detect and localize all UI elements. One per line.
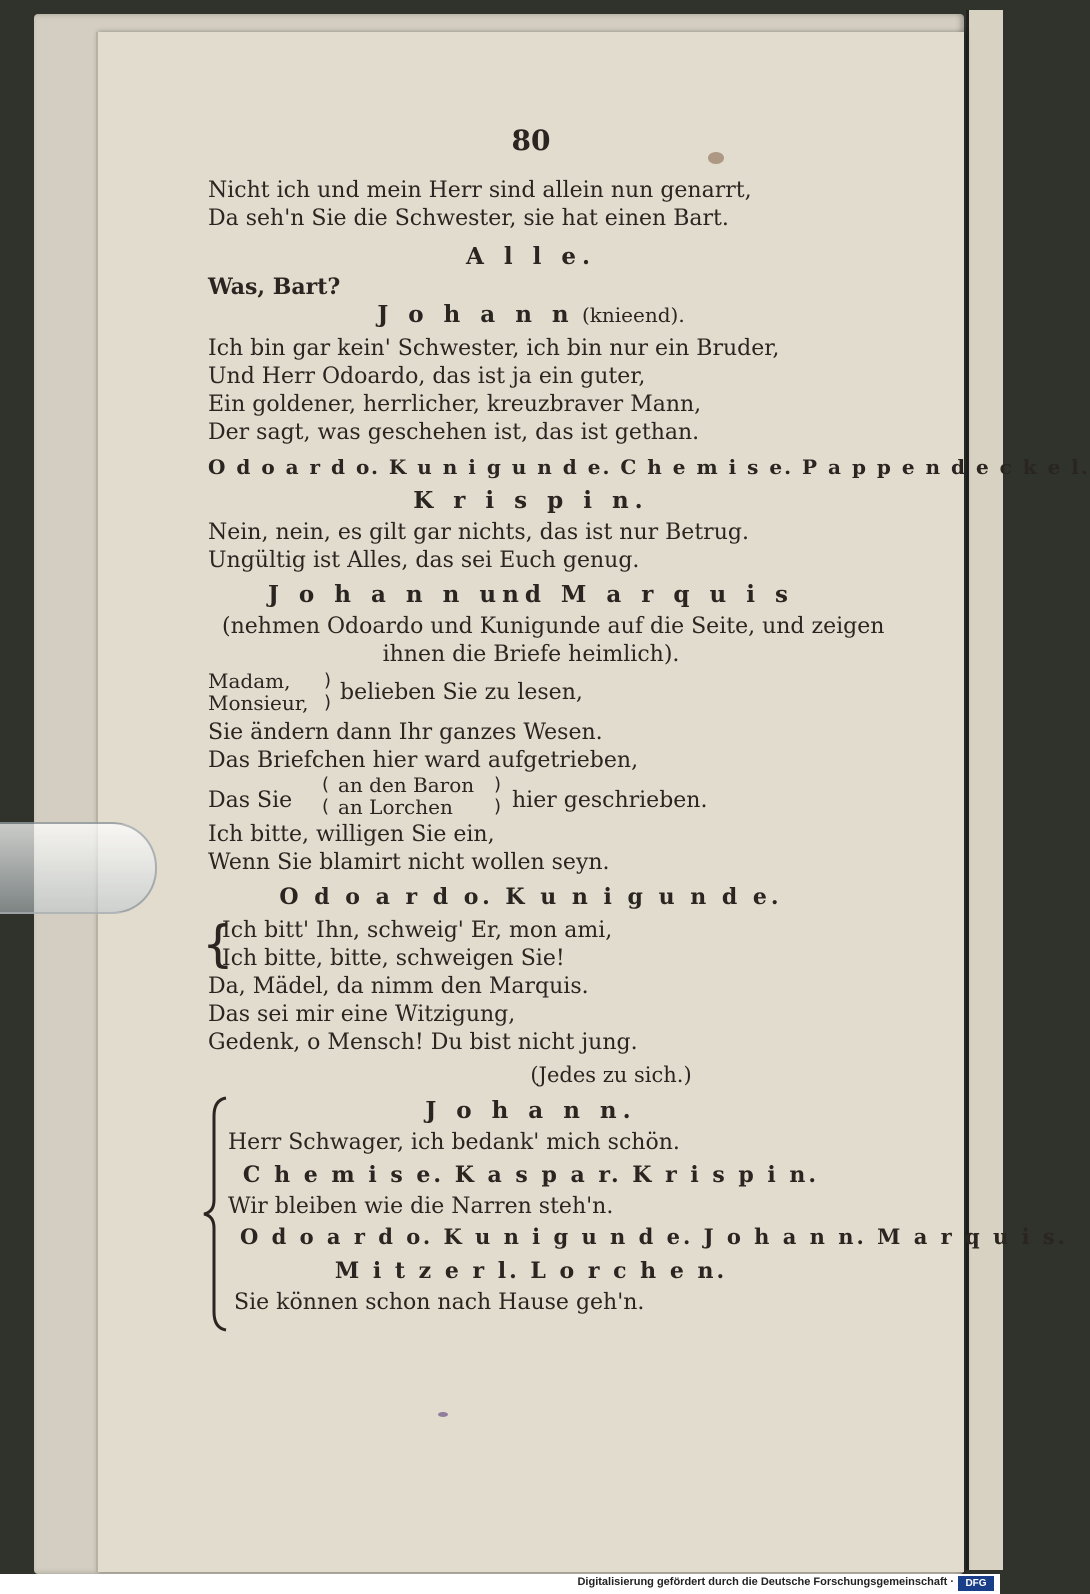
bracket: ( ( xyxy=(322,774,330,817)
dfg-logo: DFG xyxy=(958,1576,994,1591)
speaker-heading: O d o a r d o. K u n i g u n d e. xyxy=(279,884,783,910)
speaker-name: J o h a n n xyxy=(377,301,575,328)
verse-line: Ungültig ist Alles, das sei Euch genug. xyxy=(208,548,640,573)
verse-line: Wenn Sie blamirt nicht wollen seyn. xyxy=(208,850,610,875)
verse-line: Der sagt, was geschehen ist, das ist gethan. xyxy=(208,420,700,445)
verse-line: Nein, nein, es gilt gar nichts, das ist nur Betrug. xyxy=(208,520,749,545)
verse-line: Ich bitte, willigen Sie ein, xyxy=(208,822,495,847)
bracket: ) ) xyxy=(324,670,332,713)
verse-line: Herr Schwager, ich bedank' mich schön. xyxy=(228,1130,680,1155)
stage-direction: (nehmen Odoardo und Kunigunde auf die Seite, und zeigen xyxy=(222,614,885,639)
facing-page-edge xyxy=(966,10,1003,1570)
verse-line: Gedenk, o Mensch! Du bist nicht jung. xyxy=(208,1030,638,1055)
verse-line: Und Herr Odoardo, das ist ja ein guter, xyxy=(208,364,646,389)
bracket: ) ) xyxy=(494,774,502,817)
speaker-heading: M i t z e r l. L o r c h e n. xyxy=(334,1258,728,1284)
verse-line: Monsieur, xyxy=(208,691,309,715)
brace: { xyxy=(202,915,234,973)
verse-line: an den Baron xyxy=(338,773,475,797)
verse-line: Da seh'n Sie die Schwester, sie hat einen Bart. xyxy=(208,206,729,231)
speaker-heading: A l l e. xyxy=(466,243,596,270)
verse-line: Wir bleiben wie die Narren steh'n. xyxy=(228,1194,614,1219)
verse-line: Ein goldener, herrlicher, kreuzbraver Mann, xyxy=(208,392,702,417)
verse-line: Ich bitte, bitte, schweigen Sie! xyxy=(222,946,565,971)
verse-line: Was, Bart? xyxy=(208,274,341,300)
verse-line: Das Briefchen hier ward aufgetrieben, xyxy=(208,748,639,773)
page-number: 80 xyxy=(511,124,551,157)
verse-line: Das sei mir eine Witzigung, xyxy=(208,1002,516,1027)
speaker-heading: O d o a r d o. K u n i g u n d e. J o h a n n. M a r q u i s. xyxy=(240,1224,1068,1249)
verse-line: Sie können schon nach Hause geh'n. xyxy=(234,1290,645,1315)
credit-bar xyxy=(0,1574,1000,1594)
plastic-page-clip xyxy=(0,822,157,914)
verse-line: Da, Mädel, da nimm den Marquis. xyxy=(208,974,589,999)
verse-line: belieben Sie zu lesen, xyxy=(340,680,583,705)
speaker-heading: J o h a n n und M a r q u i s xyxy=(268,581,794,608)
speaker-heading: J o h a n n. xyxy=(425,1097,637,1124)
speaker-heading-johann xyxy=(98,302,964,328)
funding-credit: Digitalisierung gefördert durch die Deutsche Forschungsgemeinschaft · xyxy=(577,1576,954,1588)
stage-direction: ihnen die Briefe heimlich). xyxy=(382,642,680,667)
speaker-heading: O d o a r d o. K u n i g u n d e. C h e m i s e. P a p p e n d e c k e l. xyxy=(208,455,1090,479)
verse-line: Ich bin gar kein' Schwester, ich bin nur ein Bruder, xyxy=(208,336,780,361)
stage-direction: (knieend). xyxy=(581,303,685,327)
ink-mark xyxy=(438,1412,448,1417)
speaker-heading: K r i s p i n. xyxy=(413,487,649,514)
verse-line: Sie ändern dann Ihr ganzes Wesen. xyxy=(208,720,603,745)
verse-line: hier geschrieben. xyxy=(512,788,708,813)
verse-line: an Lorchen xyxy=(338,795,453,819)
verse-line: Nicht ich und mein Herr sind allein nun genarrt, xyxy=(208,178,752,203)
stage-direction: (Jedes zu sich.) xyxy=(530,1063,692,1087)
verse-line: Ich bitt' Ihn, schweig' Er, mon ami, xyxy=(222,918,613,943)
speaker-heading: C h e m i s e. K a s p a r. K r i s p i n. xyxy=(242,1162,820,1188)
verse-line: Das Sie xyxy=(208,788,293,813)
book-page xyxy=(96,32,1090,1572)
verse-line: Madam, xyxy=(208,669,291,693)
